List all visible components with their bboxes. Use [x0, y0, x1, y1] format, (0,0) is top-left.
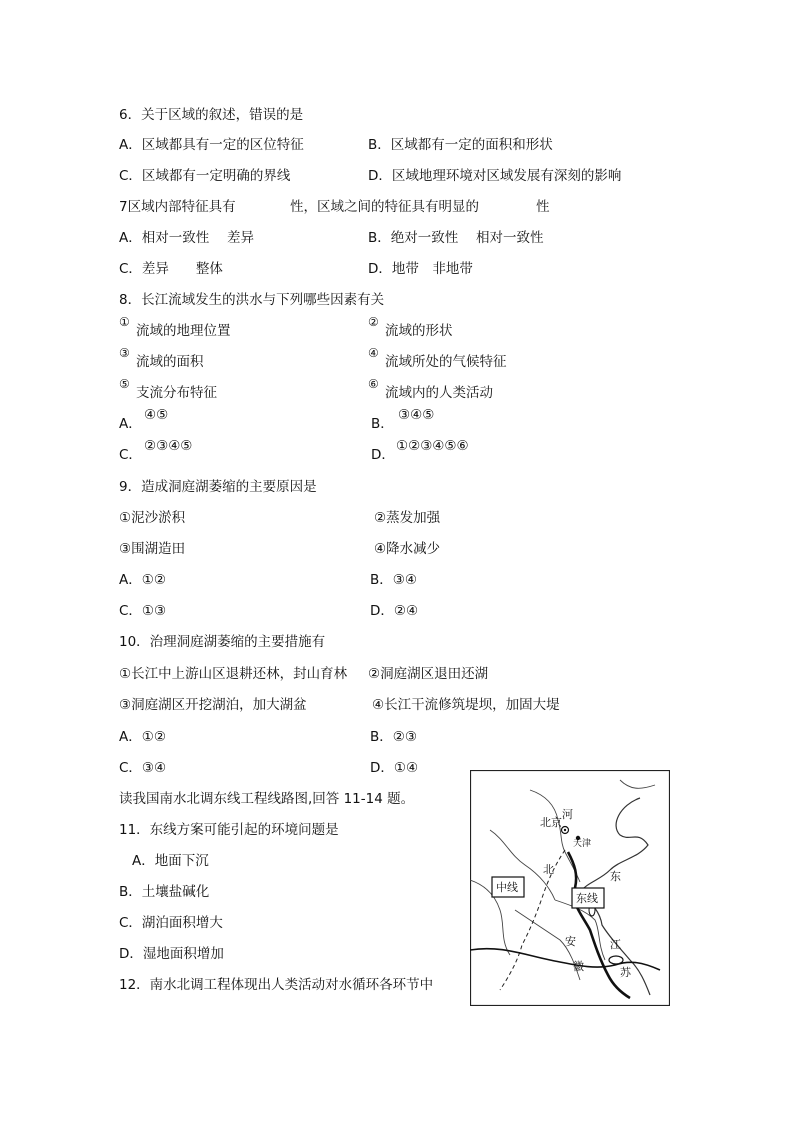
q8-stem: 8．长江流域发生的洪水与下列哪些因素有关 [119, 292, 385, 308]
q8-item2-number: ② [368, 315, 379, 329]
q8-option-b-value: ③④⑤ [398, 407, 435, 423]
q10-option-b: B．②③ [370, 729, 417, 745]
map-label-jiang: 江 [610, 938, 621, 951]
map-label-zhongxian: 中线 [496, 881, 518, 894]
q9-item3: ③围湖造田 [119, 541, 186, 557]
q7-option-d: D．地带 非地带 [368, 261, 473, 277]
q8-item5-text: 支流分布特征 [136, 385, 217, 401]
map-label-dong: 东 [610, 870, 621, 883]
q8-option-b-label: B． [371, 416, 394, 432]
q11-option-a: A．地面下沉 [132, 853, 209, 869]
q11-option-c: C．湖泊面积增大 [119, 915, 223, 931]
beijing-dot [564, 829, 566, 831]
q7-stem-part1: 7区域内部特征具有 [119, 199, 236, 215]
q9-option-c: C．①③ [119, 603, 167, 619]
map-label-he: 河 [562, 808, 573, 821]
q10-item2: ②洞庭湖区退田还湖 [368, 666, 489, 682]
q9-item2: ②蒸发加强 [374, 510, 441, 526]
q6-option-c: C．区域都有一定明确的界线 [119, 168, 291, 184]
lake [609, 956, 623, 964]
q11-option-b: B．土壤盐碱化 [119, 884, 210, 900]
q10-option-d: D．①④ [370, 760, 419, 776]
q8-item3-number: ③ [119, 346, 130, 360]
q8-item4-text: 流域所处的气候特征 [385, 354, 507, 370]
map-label-beijing: 北京 [540, 816, 562, 829]
q9-option-a: A．①② [119, 572, 166, 588]
q8-option-c-value: ②③④⑤ [144, 438, 193, 454]
q9-option-b: B．③④ [370, 572, 417, 588]
q10-stem: 10．治理洞庭湖萎缩的主要措施有 [119, 634, 326, 650]
q9-item4: ④降水减少 [374, 541, 441, 557]
q8-item1-number: ① [119, 315, 130, 329]
q10-item3: ③洞庭湖区开挖湖泊，加大湖盆 [119, 697, 307, 713]
q8-option-c-label: C． [119, 447, 142, 463]
q8-option-d-label: D． [371, 447, 395, 463]
q8-option-a-label: A． [119, 416, 142, 432]
map-label-dongxian: 东线 [576, 892, 598, 905]
q7-stem-part2: 性，区域之间的特征具有明显的 [290, 199, 479, 215]
q8-item1-text: 流域的地理位置 [136, 323, 231, 339]
q7-option-a: A．相对一致性 差异 [119, 230, 255, 246]
q8-item6-number: ⑥ [368, 377, 379, 391]
q7-option-c: C．差异 整体 [119, 261, 223, 277]
q12-stem: 12．南水北调工程体现出人类活动对水循环各环节中 [119, 977, 434, 993]
q11-stem: 11．东线方案可能引起的环境问题是 [119, 822, 339, 838]
map-label-tianjin: 天津 [573, 839, 592, 849]
q10-option-a: A．①② [119, 729, 166, 745]
map-label-an: 安 [565, 935, 576, 948]
q7-option-b: B．绝对一致性 相对一致性 [368, 230, 544, 246]
q9-option-d: D．②④ [370, 603, 419, 619]
q9-stem: 9．造成洞庭湖萎缩的主要原因是 [119, 479, 317, 495]
q9-item1: ①泥沙淤积 [119, 510, 186, 526]
q8-item6-text: 流域内的人类活动 [385, 385, 493, 401]
q8-item4-number: ④ [368, 346, 379, 360]
map-label-hui: 徽 [573, 960, 584, 973]
q7-stem-part3: 性 [536, 199, 550, 215]
q6-stem: 6．关于区域的叙述，错误的是 [119, 107, 304, 123]
q8-item5-number: ⑤ [119, 377, 130, 391]
map-label-su: 苏 [620, 966, 631, 979]
section-intro: 读我国南水北调东线工程线路图,回答 11-14 题。 [119, 791, 415, 807]
q11-option-d: D．湿地面积增加 [119, 946, 224, 962]
q10-option-c: C．③④ [119, 760, 167, 776]
water-diversion-map [470, 770, 670, 1006]
q8-option-d-value: ①②③④⑤⑥ [396, 438, 469, 454]
q6-option-b: B．区域都有一定的面积和形状 [368, 137, 553, 153]
q8-item3-text: 流域的面积 [136, 354, 204, 370]
q6-option-d: D．区域地理环境对区域发展有深刻的影响 [368, 168, 622, 184]
q10-item1: ①长江中上游山区退耕还林，封山育林 [119, 666, 348, 682]
q6-option-a: A．区域都具有一定的区位特征 [119, 137, 304, 153]
map-label-bei: 北 [543, 863, 554, 876]
q8-option-a-value: ④⑤ [144, 407, 169, 423]
q8-item2-text: 流域的形状 [385, 323, 453, 339]
q10-item4: ④长江干流修筑堤坝，加固大堤 [372, 697, 560, 713]
